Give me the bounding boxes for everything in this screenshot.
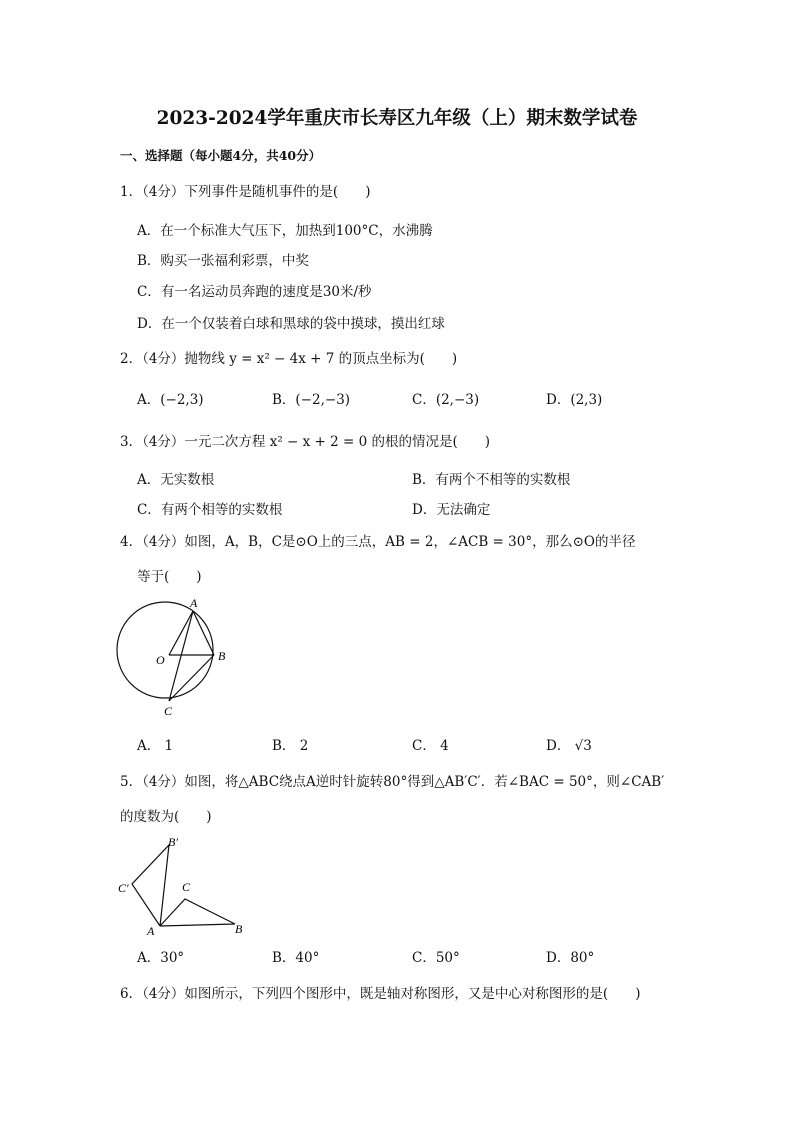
label-a: A bbox=[190, 596, 198, 610]
question-2-option-b: B．(−2,−3) bbox=[272, 392, 351, 408]
question-1-option-b: B．购买一张福利彩票，中奖 bbox=[137, 253, 309, 269]
question-5-option-b: B．40° bbox=[272, 950, 320, 966]
question-5-option-d: D．80° bbox=[546, 950, 595, 966]
question-2-option-c: C．(2,−3) bbox=[412, 392, 480, 408]
question-3-option-a: A．无实数根 bbox=[137, 472, 215, 488]
page-title: 2023-2024学年重庆市长寿区九年级（上）期末数学试卷 bbox=[156, 108, 638, 129]
question-4-option-b: B． 2 bbox=[272, 738, 309, 754]
question-4-option-c: C． 4 bbox=[412, 738, 449, 754]
question-1-option-d: D．在一个仅装着白球和黑球的袋中摸球，摸出红球 bbox=[137, 316, 445, 332]
question-4-option-d: D． √3 bbox=[546, 738, 592, 754]
question-5-stem-line1: 5．（4分）如图，将△ABC绕点A逆时针旋转80°得到△AB′C′．若∠BAC = 50°，则∠CAB′ bbox=[120, 774, 665, 790]
question-5-rotation-figure bbox=[110, 828, 255, 938]
question-1-option-a: A．在一个标准大气压下，加热到100°C，水沸腾 bbox=[137, 223, 433, 239]
segment-oa bbox=[169, 611, 193, 655]
label-b-prime: B′ bbox=[168, 835, 178, 849]
triangle-abc bbox=[160, 899, 235, 926]
question-3-option-c: C．有两个相等的实数根 bbox=[137, 502, 283, 518]
question-1-option-c: C．有一名运动员奔跑的速度是30米/秒 bbox=[137, 284, 372, 300]
question-3-option-b: B．有两个不相等的实数根 bbox=[412, 472, 571, 488]
label-o: O bbox=[156, 653, 165, 667]
question-4-option-a: A． 1 bbox=[137, 738, 174, 754]
question-3-option-d: D．无法确定 bbox=[412, 502, 491, 518]
question-2-stem: 2．（4分）抛物线 y = x² − 4x + 7 的顶点坐标为( ) bbox=[120, 351, 458, 367]
question-2-option-d: D．(2,3) bbox=[546, 392, 603, 408]
question-6-stem: 6．（4分）如图所示，下列四个图形中，既是轴对称图形，又是中心对称图形的是( ) bbox=[120, 986, 641, 1002]
circle-o bbox=[117, 602, 213, 698]
section-heading: 一、选择题（每小题4分，共40分） bbox=[120, 148, 322, 163]
label-b: B bbox=[218, 649, 226, 663]
label-c-prime: C′ bbox=[118, 881, 129, 895]
label-c: C bbox=[164, 704, 173, 718]
question-4-circle-figure bbox=[110, 595, 240, 720]
label-c: C bbox=[182, 880, 191, 894]
triangle-ab2c2 bbox=[132, 845, 169, 926]
question-5-stem-line2: 的度数为( ) bbox=[120, 809, 212, 825]
question-5-option-a: A．30° bbox=[137, 950, 185, 966]
label-b: B bbox=[235, 922, 243, 936]
question-2-option-a: A．(−2,3) bbox=[137, 392, 204, 408]
label-a: A bbox=[147, 924, 155, 938]
segment-ab bbox=[193, 611, 214, 655]
segment-ac bbox=[169, 611, 193, 701]
question-1-stem: 1．（4分）下列事件是随机事件的是( ) bbox=[120, 184, 371, 200]
question-5-option-c: C．50° bbox=[412, 950, 460, 966]
question-4-stem-line1: 4．（4分）如图，A，B，C是⊙O上的三点，AB = 2，∠ACB = 30°，那么⊙O的半径 bbox=[120, 534, 636, 550]
question-3-stem: 3．（4分）一元二次方程 x² − x + 2 = 0 的根的情况是( ) bbox=[120, 434, 491, 450]
question-4-stem-line2: 等于( ) bbox=[137, 569, 202, 585]
